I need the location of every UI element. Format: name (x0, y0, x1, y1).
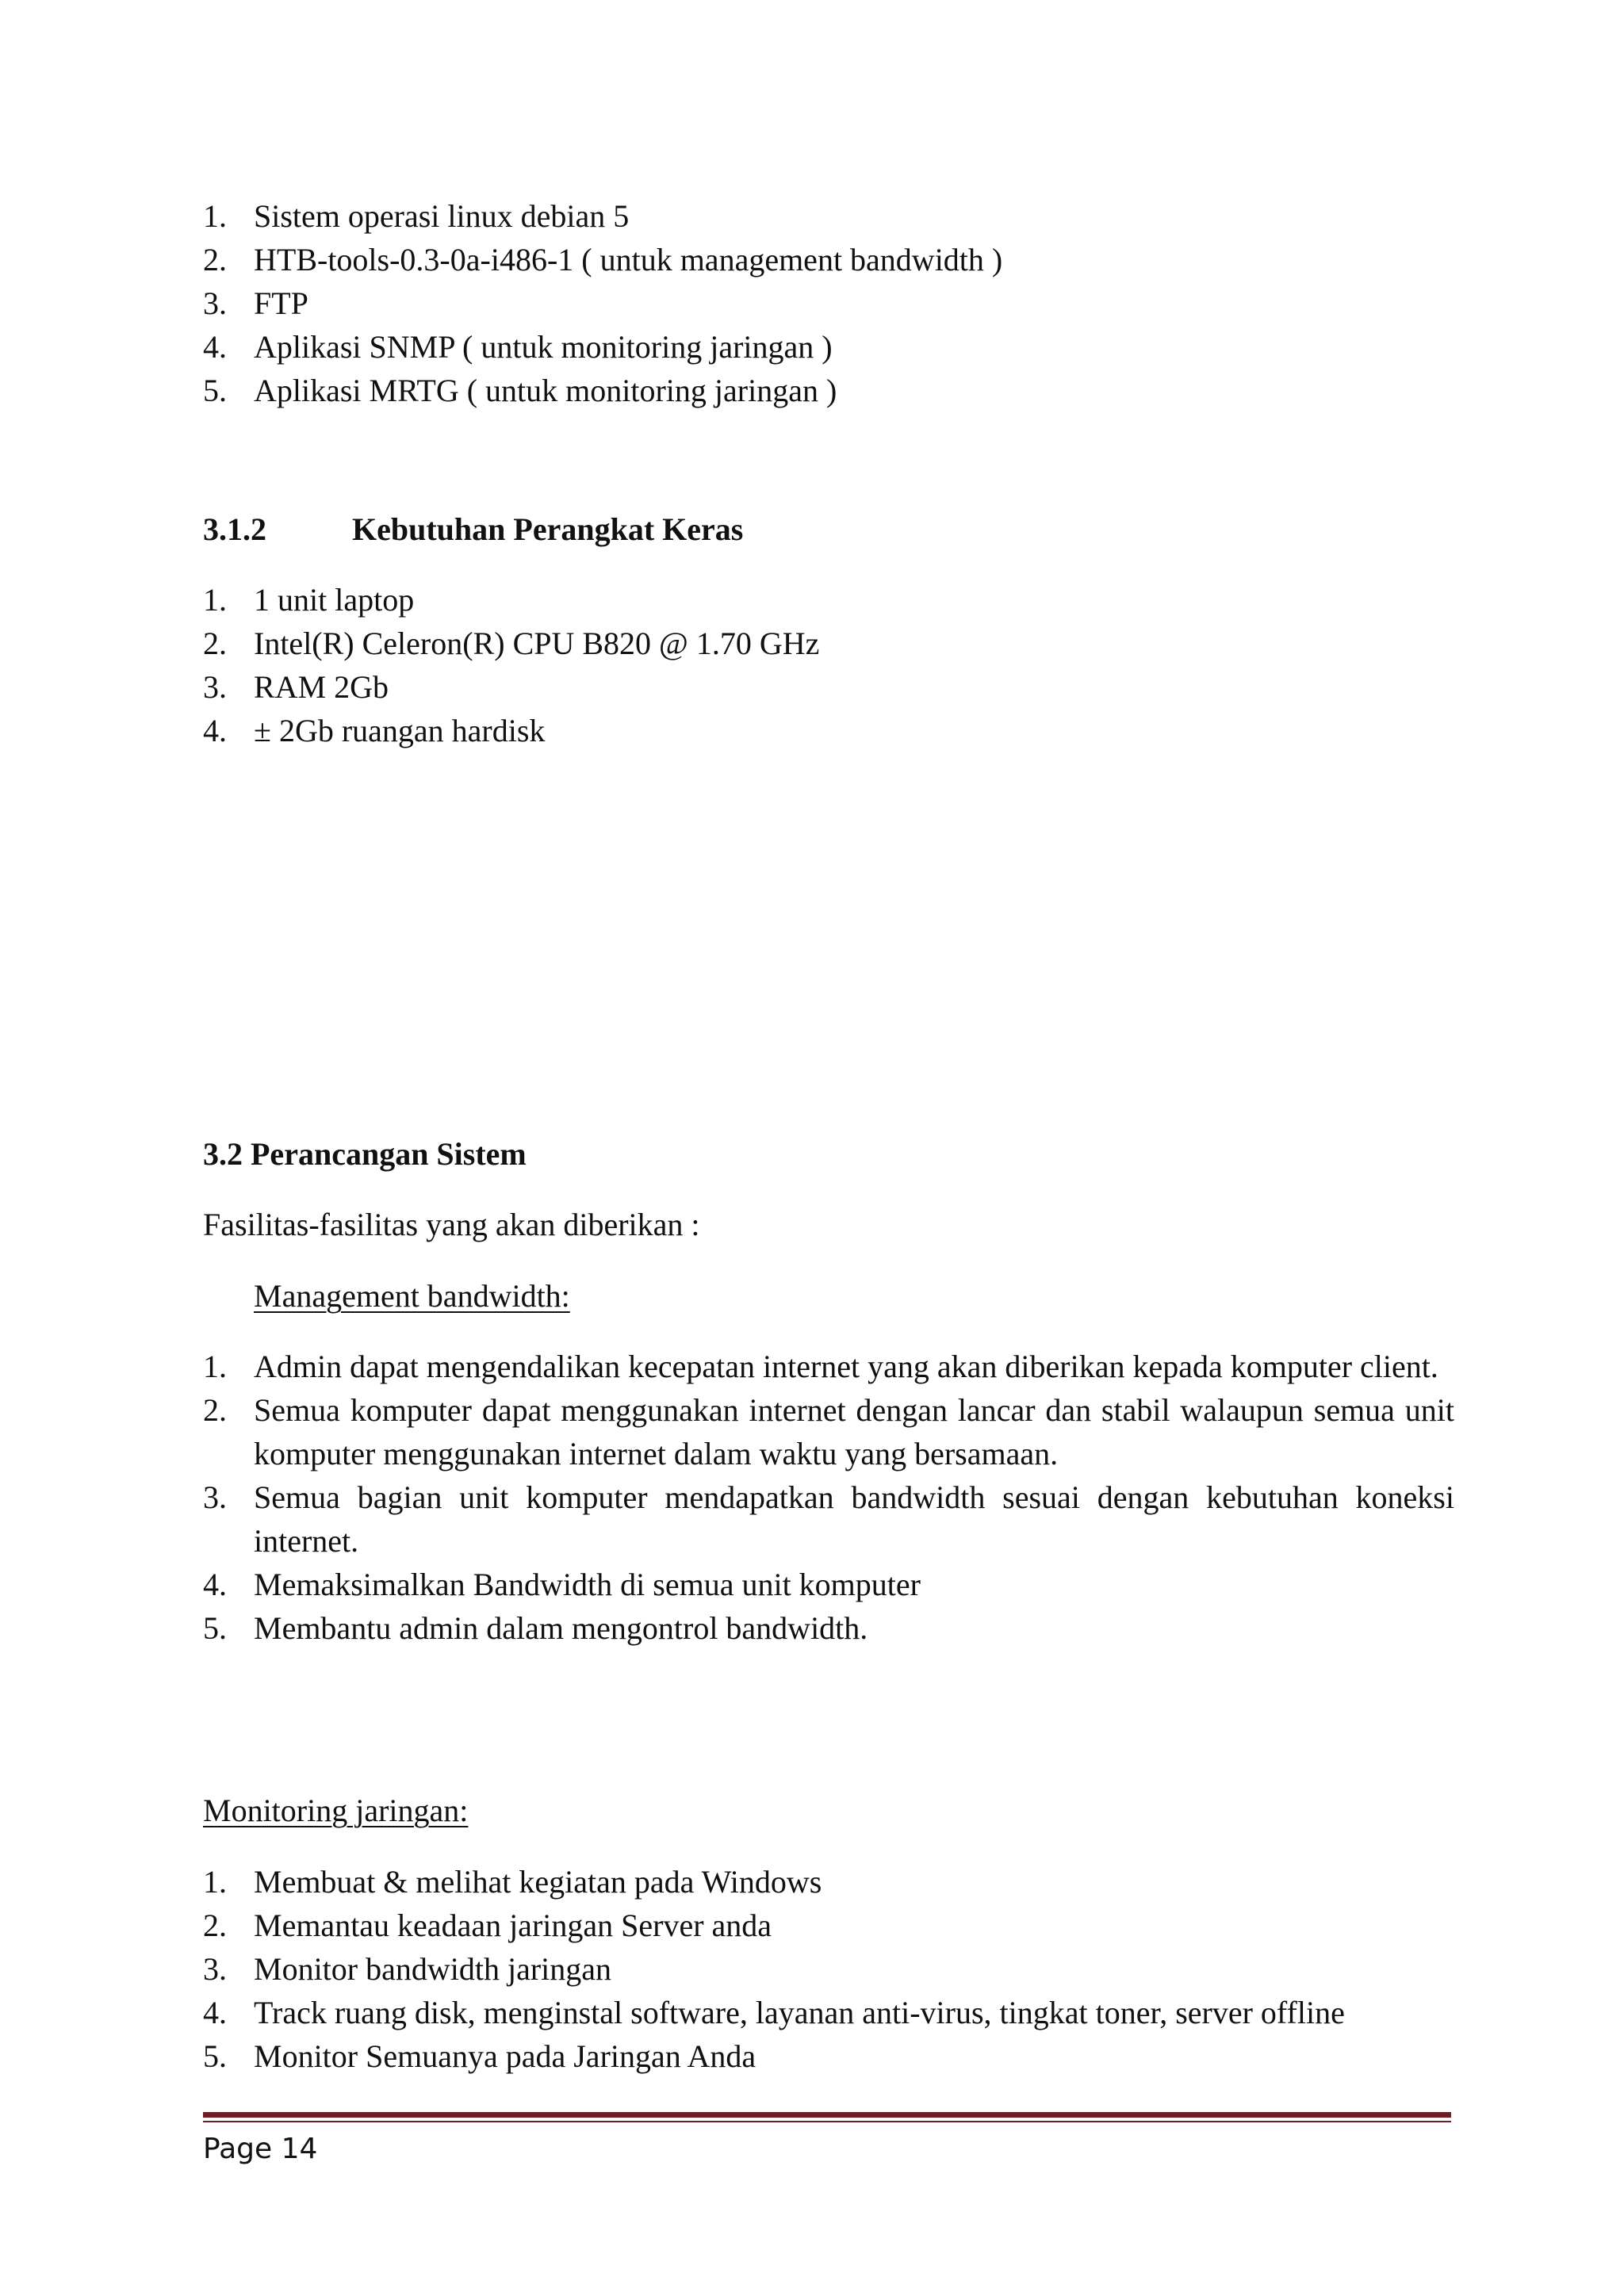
list-number: 5. (203, 1610, 227, 1646)
list-number: 1. (203, 198, 227, 234)
hardware-list-block (203, 578, 1456, 752)
list-text: Monitor bandwidth jaringan (254, 1951, 612, 1987)
list-text: Memaksimalkan Bandwidth di semua unit komputer (254, 1567, 921, 1602)
list-text: Sistem operasi linux debian 5 (254, 198, 630, 234)
list-item (203, 622, 1456, 665)
list-text: ± 2Gb ruangan hardisk (254, 713, 546, 748)
list-item (203, 194, 1456, 238)
section-title: Kebutuhan Perangkat Keras (352, 511, 744, 547)
list-text: HTB-tools-0.3-0a-i486-1 ( untuk management bandwidth ) (254, 242, 1003, 277)
list-item (203, 325, 1456, 369)
list-number: 3. (203, 285, 227, 321)
bandwidth-subheading: Management bandwidth: (254, 1278, 570, 1314)
list-item (203, 709, 1456, 752)
list-number: 1. (203, 1349, 227, 1384)
list-item (203, 1475, 1454, 1563)
bandwidth-list-block (203, 1345, 1454, 1650)
list-text: Membuat & melihat kegiatan pada Windows (254, 1864, 822, 1900)
list-text: Semua komputer dapat menggunakan internet dengan lancar dan stabil walaupun semua unit komputer menggunakan internet dalam waktu yang bersamaan. (254, 1392, 1454, 1471)
list-number: 2. (203, 1908, 227, 1943)
section-heading (203, 507, 1456, 551)
list-number: 4. (203, 713, 227, 748)
list-item (203, 1991, 1456, 2034)
list-number: 2. (203, 1392, 227, 1428)
list-number: 4. (203, 329, 227, 365)
list-item (203, 1904, 1456, 1947)
list-text: Track ruang disk, menginstal software, layanan anti-virus, tingkat toner, server offline (254, 1995, 1345, 2030)
list-item (203, 1947, 1456, 1991)
list-text: 1 unit laptop (254, 582, 415, 618)
list-item (203, 578, 1456, 622)
list-number: 4. (203, 1567, 227, 1602)
monitoring-subheading-block (203, 1789, 1456, 1832)
list-number: 1. (203, 582, 227, 618)
list-item (203, 1388, 1454, 1475)
software-list-block (203, 194, 1456, 412)
section-number: 3.1.2 (203, 511, 266, 547)
list-item (203, 369, 1456, 412)
list-number: 5. (203, 2038, 227, 2074)
list-text: Memantau keadaan jaringan Server anda (254, 1908, 772, 1943)
list-text: Admin dapat mengendalikan kecepatan internet yang akan diberikan kepada komputer client. (254, 1349, 1438, 1384)
list-item (203, 281, 1456, 325)
list-item (203, 665, 1456, 709)
monitoring-list (203, 1860, 1456, 2078)
bandwidth-list (203, 1345, 1454, 1650)
list-number: 2. (203, 626, 227, 661)
list-text: Aplikasi MRTG ( untuk monitoring jaringan ) (254, 373, 837, 408)
list-item (203, 1606, 1454, 1650)
intro-paragraph: Fasilitas-fasilitas yang akan diberikan : (203, 1207, 700, 1242)
list-item (203, 2034, 1456, 2078)
list-number: 3. (203, 1951, 227, 1987)
list-number: 3. (203, 1479, 227, 1515)
intro-paragraph-block (203, 1203, 1456, 1246)
footer-divider-thin (203, 2121, 1451, 2122)
list-text: RAM 2Gb (254, 669, 389, 705)
list-number: 1. (203, 1864, 227, 1900)
page-number: Page 14 (203, 2133, 318, 2165)
list-number: 2. (203, 242, 227, 277)
list-item (203, 1345, 1454, 1388)
bandwidth-subheading-block (254, 1274, 1507, 1318)
list-number: 3. (203, 669, 227, 705)
monitoring-list-block (203, 1860, 1456, 2078)
list-item (203, 1860, 1456, 1904)
list-item (203, 1563, 1454, 1606)
section-312-heading-block (203, 507, 1456, 551)
monitoring-subheading: Monitoring jaringan: (203, 1793, 469, 1828)
list-text: Semua bagian unit komputer mendapatkan bandwidth sesuai dengan kebutuhan koneksi internet. (254, 1479, 1454, 1559)
section-32-heading-block (203, 1132, 1456, 1176)
software-list (203, 194, 1456, 412)
section-heading: 3.2 Perancangan Sistem (203, 1136, 527, 1172)
list-number: 4. (203, 1995, 227, 2030)
list-number: 5. (203, 373, 227, 408)
footer-divider-thick (203, 2112, 1451, 2118)
list-text: Aplikasi SNMP ( untuk monitoring jaringan ) (254, 329, 833, 365)
list-item (203, 238, 1456, 281)
list-text: FTP (254, 285, 308, 321)
list-text: Membantu admin dalam mengontrol bandwidth. (254, 1610, 868, 1646)
list-text: Monitor Semuanya pada Jaringan Anda (254, 2038, 756, 2074)
list-text: Intel(R) Celeron(R) CPU B820 @ 1.70 GHz (254, 626, 820, 661)
hardware-list (203, 578, 1456, 752)
